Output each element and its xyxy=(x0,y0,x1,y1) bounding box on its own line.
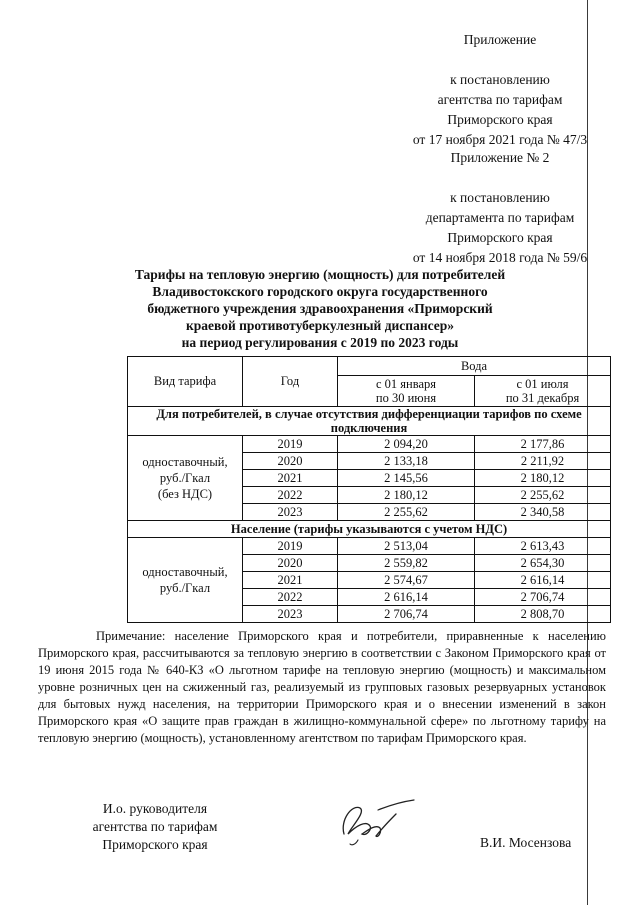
first-half-value: 2 706,74 xyxy=(338,606,475,623)
header-tariff-kind: Вид тарифа xyxy=(128,357,243,407)
year-cell: 2019 xyxy=(243,436,338,453)
second-half-value: 2 613,43 xyxy=(475,538,611,555)
year-cell: 2020 xyxy=(243,555,338,572)
appendix-1-line: к постановлению xyxy=(450,72,550,87)
appendix-2-line: Приморского края xyxy=(447,230,553,245)
table-row xyxy=(128,436,611,453)
header-first-half-line: с 01 января xyxy=(375,377,437,391)
header-first-half-line: по 30 июня xyxy=(375,391,437,405)
first-half-value: 2 559,82 xyxy=(338,555,475,572)
section-2-title: Население (тарифы указываются с учетом НДС) xyxy=(128,521,611,538)
tariff-table xyxy=(127,356,611,623)
first-half-value: 2 513,04 xyxy=(338,538,475,555)
title-line: на период регулирования с 2019 по 2023 годы xyxy=(181,335,459,350)
year-cell: 2022 xyxy=(243,487,338,504)
handwritten-signature xyxy=(322,790,442,850)
tariff-kind-line: руб./Гкал xyxy=(159,471,211,485)
appendix-2-title: Приложение № 2 xyxy=(450,150,550,165)
appendix-2-line: от 14 ноября 2018 года № 59/6 xyxy=(412,250,588,265)
year-cell: 2023 xyxy=(243,606,338,623)
header-second-half-line: с 01 июля xyxy=(516,377,569,391)
tariff-kind-line: (без НДС) xyxy=(157,487,213,501)
section-1-tariff-kind xyxy=(128,436,243,521)
tariff-kind-line: одноставочный, xyxy=(142,455,228,469)
title-line: бюджетного учреждения здравоохранения «Приморский xyxy=(147,301,493,316)
year-cell: 2021 xyxy=(243,470,338,487)
document-title xyxy=(100,266,540,351)
header-water: Вода xyxy=(338,357,611,376)
first-half-value: 2 145,56 xyxy=(338,470,475,487)
first-half-value: 2 574,67 xyxy=(338,572,475,589)
tariff-kind-line: руб./Гкал xyxy=(159,581,211,595)
year-cell: 2021 xyxy=(243,572,338,589)
signatory-position-line: И.о. руководителя xyxy=(102,801,208,816)
section-1-title: Для потребителей, в случае отсутствия дифференциации тарифов по схеме подключения xyxy=(128,407,611,436)
first-half-value: 2 094,20 xyxy=(338,436,475,453)
appendix-1-block xyxy=(380,30,620,150)
signatory-position-line: агентства по тарифам xyxy=(92,819,218,834)
signatory-position-line: Приморского края xyxy=(102,837,208,852)
header-first-half xyxy=(338,376,475,407)
second-half-value: 2 616,14 xyxy=(475,572,611,589)
second-half-value: 2 808,70 xyxy=(475,606,611,623)
appendix-2-block xyxy=(380,148,620,268)
appendix-2-line: к постановлению xyxy=(450,190,550,205)
second-half-value: 2 211,92 xyxy=(475,453,611,470)
year-cell: 2022 xyxy=(243,589,338,606)
year-cell: 2019 xyxy=(243,538,338,555)
year-cell: 2023 xyxy=(243,504,338,521)
signatory-name: В.И. Мосензова xyxy=(480,835,572,850)
first-half-value: 2 180,12 xyxy=(338,487,475,504)
tariff-kind-line: одноставочный, xyxy=(142,565,228,579)
appendix-1-title: Приложение xyxy=(463,32,537,47)
appendix-1-line: агентства по тарифам xyxy=(437,92,563,107)
appendix-1-line: Приморского края xyxy=(447,112,553,127)
appendix-2-line: департамента по тарифам xyxy=(425,210,575,225)
table-row xyxy=(128,538,611,555)
appendix-1-line: от 17 ноября 2021 года № 47/3 xyxy=(412,132,588,147)
first-half-value: 2 616,14 xyxy=(338,589,475,606)
section-2-tariff-kind xyxy=(128,538,243,623)
header-year: Год xyxy=(243,357,338,407)
title-line: краевой противотуберкулезный диспансер» xyxy=(185,318,455,333)
first-half-value: 2 255,62 xyxy=(338,504,475,521)
second-half-value: 2 177,86 xyxy=(475,436,611,453)
note-block xyxy=(38,628,606,747)
note-text: Примечание: население Приморского края и потребители, приравненные к населению Приморского края, рассчитываются за тепловую энергию в соответствии с Законом Приморского края от 19 июня 2015 года № 640-КЗ «О льготном тарифе на тепловую энергию (мощность) и максимальном уровне розничных цен на сжиженный газ, реализуемый из групповых газовых резервуарных установок для бытовых нужд населения, на территории Приморского края и о внесении изменений в закон Приморского края «О защите прав граждан в жилищно-коммунальной сфере» по льготному тарифу на тепловую энергию (мощность), установленному агентством по тарифам Приморского края. xyxy=(38,629,606,745)
header-second-half-line: по 31 декабря xyxy=(505,391,580,405)
first-half-value: 2 133,18 xyxy=(338,453,475,470)
title-line: Тарифы на тепловую энергию (мощность) для потребителей xyxy=(134,267,506,282)
second-half-value: 2 340,58 xyxy=(475,504,611,521)
header-second-half xyxy=(475,376,611,407)
second-half-value: 2 180,12 xyxy=(475,470,611,487)
year-cell: 2020 xyxy=(243,453,338,470)
second-half-value: 2 255,62 xyxy=(475,487,611,504)
signatory-position xyxy=(70,800,240,854)
title-line: Владивостокского городского округа государственного xyxy=(152,284,488,299)
second-half-value: 2 706,74 xyxy=(475,589,611,606)
second-half-value: 2 654,30 xyxy=(475,555,611,572)
